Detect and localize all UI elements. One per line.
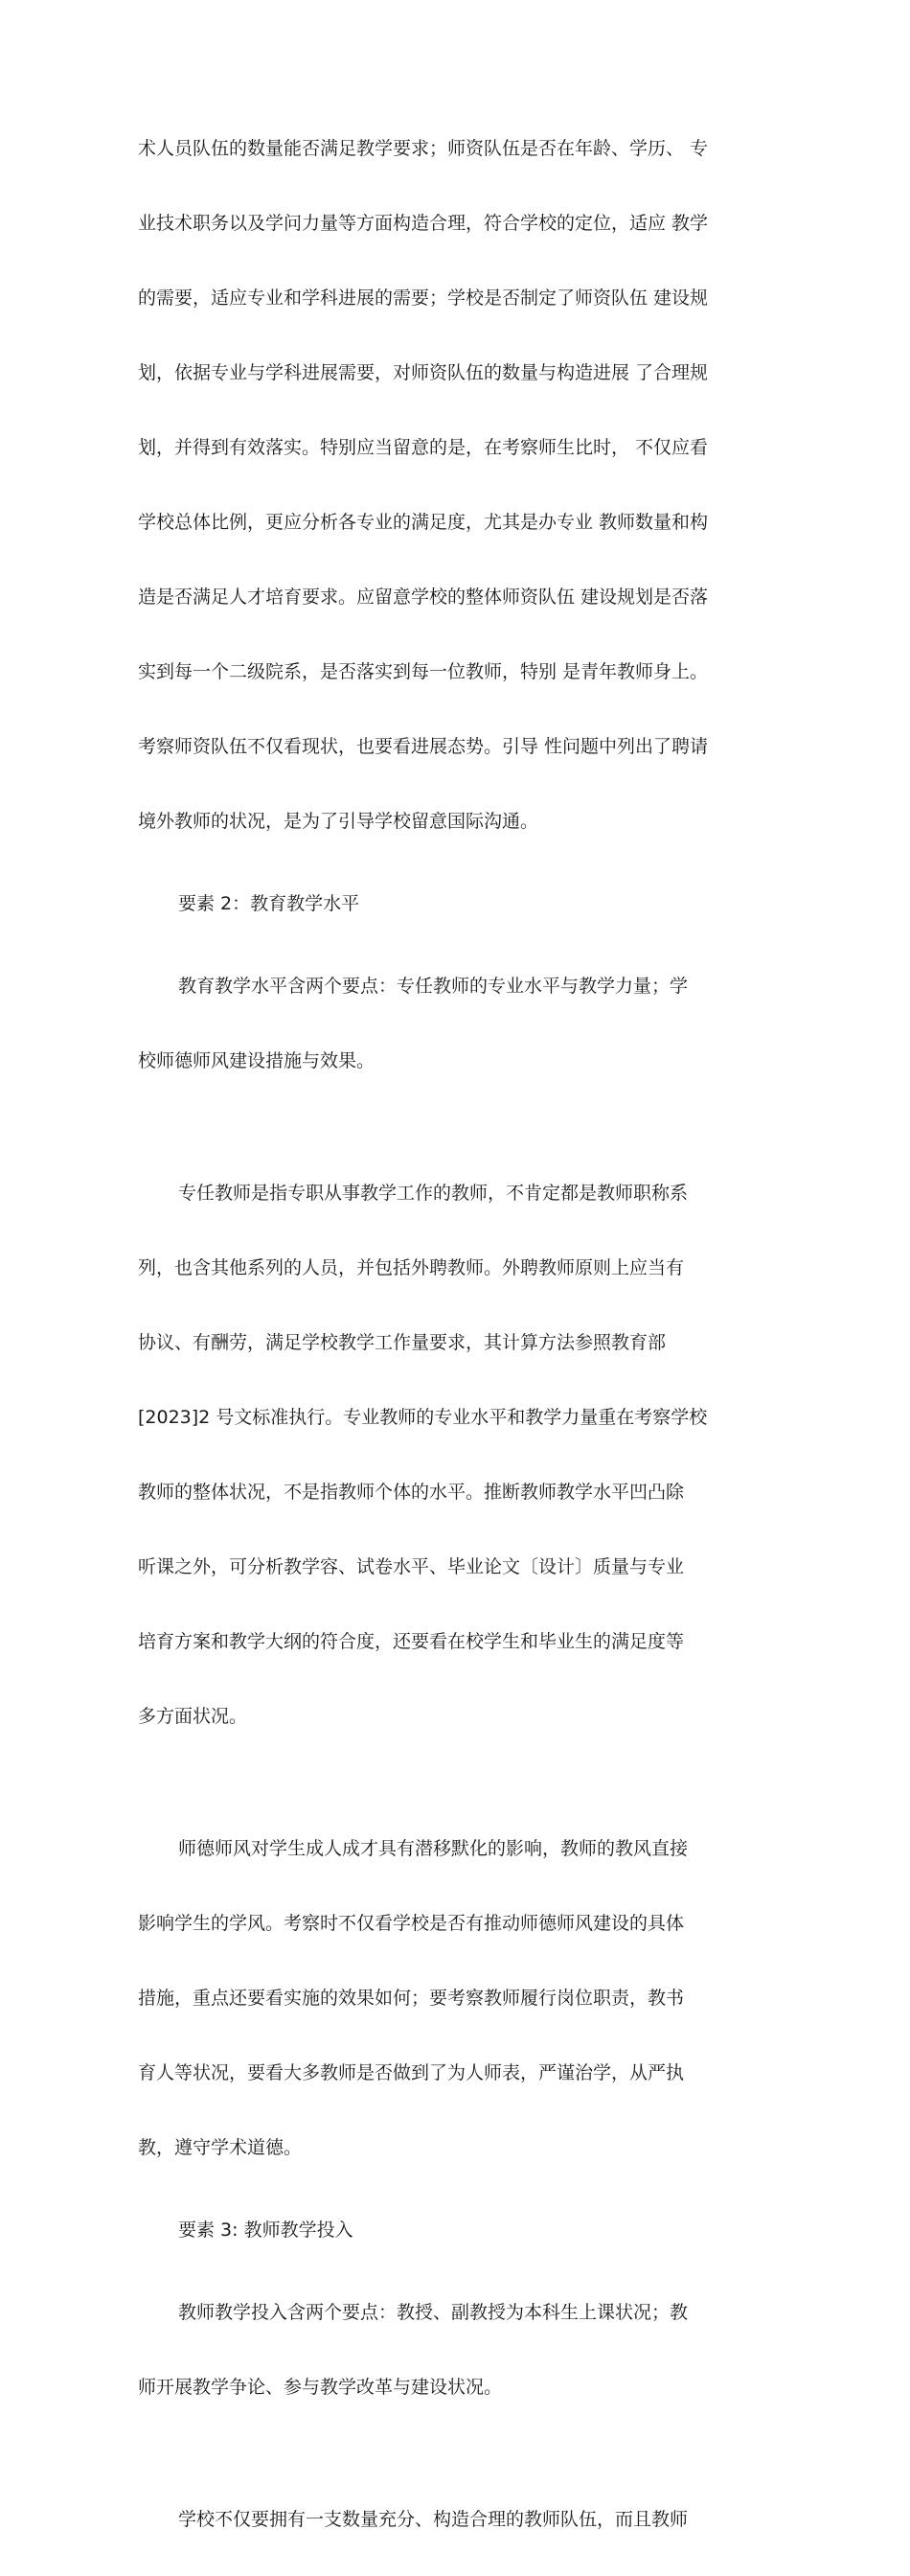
text-line: 师开展教学争论、参与教学改革与建设状况。 [138, 2377, 503, 2398]
text-line: 划，依据专业与学科进展需要，对师资队伍的数量与构造进展 了合理规 [138, 362, 709, 383]
text-line: 造是否满足人才培育要求。应留意学校的整体师资队伍 建设规划是否落 [138, 586, 709, 608]
text-line: 学校总体比例，更应分析各专业的满足度，尤其是办专业 教师数量和构 [138, 512, 709, 533]
text-line: 术人员队伍的数量能否满足教学要求；师资队伍是否在年龄、学历、 专 [138, 138, 709, 159]
document-body [138, 86, 785, 2576]
text-line: 多方面状况。 [138, 1706, 248, 1727]
text-line: 教师教学投入含两个要点：教授、副教授为本科生上课状况；教 [178, 2302, 689, 2323]
text-line: 专任教师是指专职从事教学工作的教师，不肯定都是教师职称系 [178, 1183, 689, 1204]
paragraph-teacher-ethics [138, 1786, 785, 2210]
text-line: 业技术职务以及学问力量等方面构造合理，符合学校的定位，适应 教学 [138, 213, 709, 234]
text-line: 教，遵守学术道德。 [138, 2137, 303, 2158]
text-line: 措施，重点还要看实施的效果如何；要考察教师履行岗位职责，教书 [138, 1988, 685, 2009]
text-line: 师德师风对学生成人成才具有潜移默化的影响，教师的教风直接 [178, 1838, 689, 1859]
heading-text: 要素 2：教育教学水平 [178, 893, 360, 914]
text-line: [2023]2 号文标准执行。专业教师的专业水平和教学力量重在考察学校 [138, 1407, 708, 1428]
text-line: 协议、有酬劳，满足学校教学工作量要求，其计算方法参照教育部 [138, 1332, 667, 1353]
paragraph-teaching-level-summary [138, 924, 785, 1123]
text-line: 实到每一个二级院系，是否落实到每一位教师，特别 是青年教师身上。 [138, 661, 709, 682]
text-line: 学校不仅要拥有一支数量充分、构造合理的教师队伍，而且教师 [178, 2509, 689, 2530]
paragraph-teacher-team [138, 2457, 785, 2576]
text-line: 育人等状况，要看大多教师是否做到了为人师表，严谨治学，从严执 [138, 2062, 685, 2083]
text-line: 的需要，适应专业和学科进展的需要；学校是否制定了师资队伍 建设规 [138, 288, 709, 309]
paragraph-teaching-input-summary [138, 2250, 785, 2450]
text-line: 校师德师风建设措施与效果。 [138, 1050, 375, 1071]
paragraph-faculty-structure [138, 86, 785, 884]
heading-text: 要素 3: 教师教学投入 [178, 2220, 353, 2241]
text-line: 听课之外，可分析教学容、试卷水平、毕业论文〔设计〕质量与专业 [138, 1556, 685, 1577]
text-line: 划，并得到有效落实。特别应当留意的是，在考察师生比时， 不仅应看 [138, 437, 709, 458]
text-line: 培育方案和教学大纲的符合度，还要看在校学生和毕业生的满足度等 [138, 1631, 685, 1652]
text-line: 列，也含其他系列的人员，并包括外聘教师。外聘教师原则上应当有 [138, 1257, 685, 1278]
text-line: 教师的整体状况，不是指教师个体的水平。推断教师教学水平凹凸除 [138, 1482, 685, 1503]
paragraph-full-time-teachers [138, 1131, 785, 1779]
text-line: 考察师资队伍不仅看现状，也要看进展态势。引导 性问题中列出了聘请 [138, 736, 709, 757]
text-line: 影响学生的学风。考察时不仅看学校是否有推动师德师风建设的具体 [138, 1913, 685, 1934]
section-heading-element-2 [138, 891, 785, 916]
text-line: 教育教学水平含两个要点：专任教师的专业水平与教学力量；学 [178, 976, 689, 997]
text-line: 境外教师的状况，是为了引导学校留意国际沟通。 [138, 811, 539, 832]
section-heading-element-3 [138, 2218, 785, 2242]
